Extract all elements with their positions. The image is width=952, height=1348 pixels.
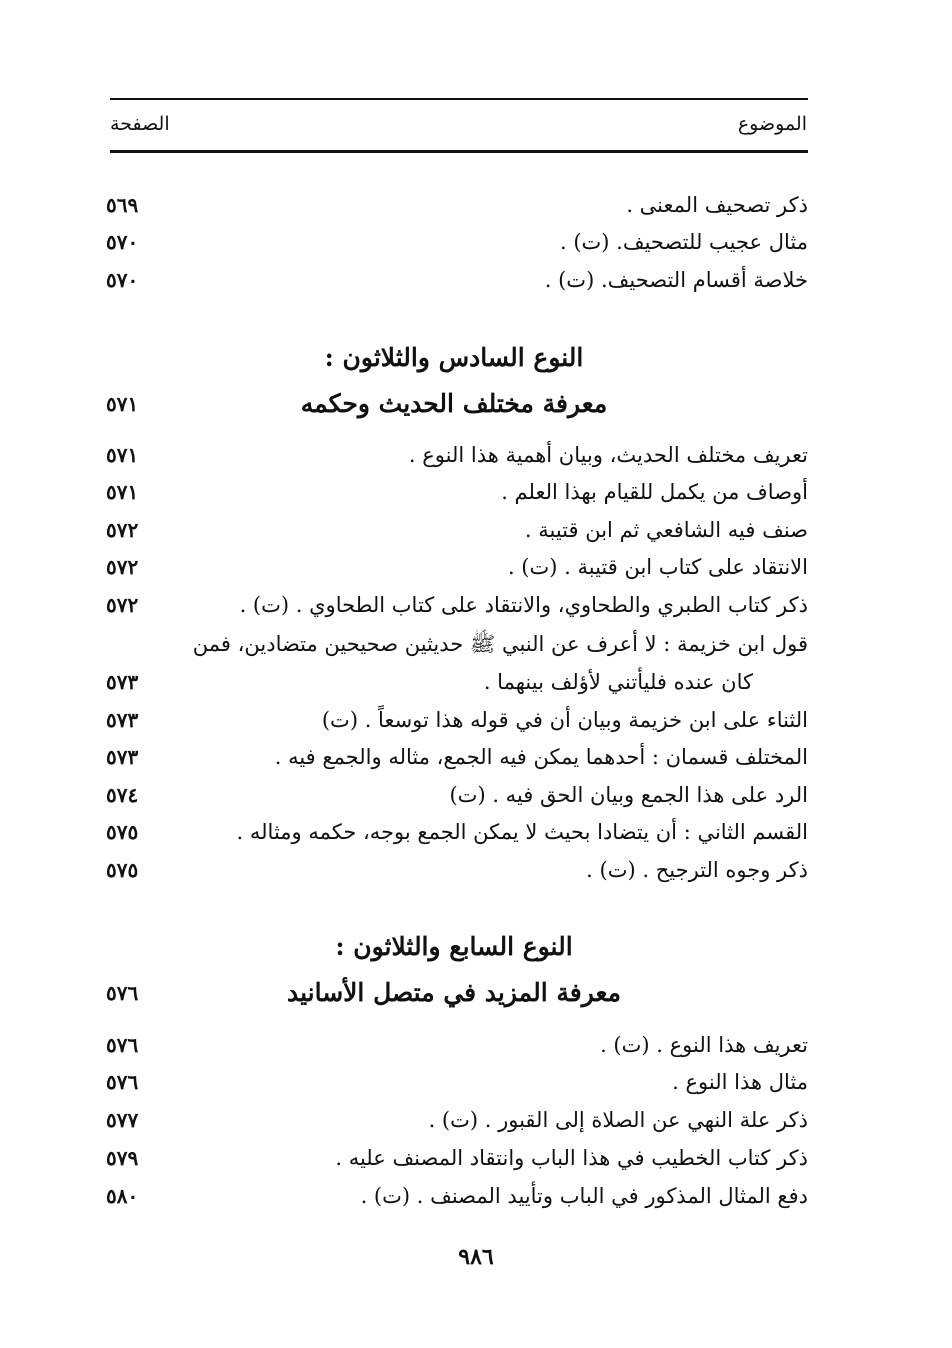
entry-text: ذكر علة النهي عن الصلاة إلى القبور . (ت) . <box>428 1108 808 1132</box>
entry-page: ٥٧٢ <box>106 555 139 579</box>
section-heading-title <box>100 973 808 1013</box>
entry-text: ذكر تصحيف المعنى . <box>626 193 808 217</box>
entry-text: مثال عجيب للتصحيف. (ت) . <box>559 230 808 254</box>
header-topic-label: الموضوع <box>737 113 807 135</box>
toc-entry <box>100 853 808 887</box>
toc-entry <box>100 438 808 472</box>
entry-text: ذكر كتاب الطبري والطحاوي، والانتقاد على كتاب الطحاوي . (ت) . <box>239 593 808 617</box>
toc-entry <box>100 263 808 297</box>
toc-entry <box>100 1141 808 1175</box>
entry-page: ٥٧١ <box>106 443 139 467</box>
entry-text: قول ابن خزيمة : لا أعرف عن النبي ﷺ حديثين صحيحين متضادين، فمن <box>192 632 808 656</box>
toc-entry <box>100 588 808 622</box>
toc-entry-line2 <box>100 665 808 699</box>
entry-text: تعريف هذا النوع . (ت) . <box>600 1033 808 1057</box>
footer-page-number: ٩٨٦ <box>458 1244 494 1270</box>
section-heading-title <box>100 384 808 424</box>
header-top-rule <box>110 98 808 100</box>
entry-text: الثناء على ابن خزيمة وبيان أن في قوله هذا توسعاً . (ت) <box>321 708 808 732</box>
entry-page: ٥٧١ <box>106 480 139 504</box>
entry-page: ٥٧٤ <box>106 783 139 807</box>
entry-page: ٥٧٣ <box>106 670 139 694</box>
entry-text: تعريف مختلف الحديث، وبيان أهمية هذا النوع . <box>408 443 808 467</box>
entry-text: المختلف قسمان : أحدهما يمكن فيه الجمع، مثاله والجمع فيه . <box>274 745 808 769</box>
entry-text: أوصاف من يكمل للقيام بهذا العلم . <box>501 480 808 504</box>
entry-text: دفع المثال المذكور في الباب وتأييد المصنف . (ت) . <box>360 1184 808 1208</box>
entry-text: القسم الثاني : أن يتضادا بحيث لا يمكن الجمع بوجه، حكمه ومثاله . <box>236 820 808 844</box>
entry-page: ٥٧٩ <box>106 1146 139 1170</box>
toc-entry <box>100 475 808 509</box>
section-page: ٥٧١ <box>106 392 139 416</box>
toc-entry <box>100 550 808 584</box>
toc-entry <box>100 740 808 774</box>
header-bottom-rule <box>110 150 808 153</box>
toc-entry <box>100 1028 808 1062</box>
entry-page: ٥٧٢ <box>106 593 139 617</box>
entry-page: ٥٧٥ <box>106 820 139 844</box>
entry-text: الرد على هذا الجمع وبيان الحق فيه . (ت) <box>449 783 808 807</box>
toc-entry <box>100 778 808 812</box>
toc-entry <box>100 815 808 849</box>
toc-entry <box>100 225 808 259</box>
entry-text: خلاصة أقسام التصحيف. (ت) . <box>544 268 808 292</box>
toc-entry <box>100 513 808 547</box>
toc-entry <box>100 703 808 737</box>
entry-text: مثال هذا النوع . <box>672 1070 808 1094</box>
entry-page: ٥٧٦ <box>106 1033 139 1057</box>
section-title-label: معرفة المزيد في متصل الأسانيد <box>286 978 622 1007</box>
toc-entry <box>100 1103 808 1137</box>
toc-entry-line1 <box>100 627 808 661</box>
section-type-label: النوع السابع والثلاثون : <box>335 932 573 961</box>
entry-page: ٥٦٩ <box>106 193 139 217</box>
toc-entry <box>100 1065 808 1099</box>
entry-text: صنف فيه الشافعي ثم ابن قتيبة . <box>524 518 808 542</box>
section-type-label: النوع السادس والثلاثون : <box>324 343 584 372</box>
entry-page: ٥٧٥ <box>106 858 139 882</box>
section-page: ٥٧٦ <box>106 981 139 1005</box>
section-heading-type <box>100 338 808 378</box>
entry-page: ٥٧٢ <box>106 518 139 542</box>
entry-text: ذكر كتاب الخطيب في هذا الباب وانتقاد المصنف عليه . <box>335 1146 808 1170</box>
entry-text: كان عنده فليأتني لأؤلف بينهما . <box>483 670 753 694</box>
entry-page: ٥٧٠ <box>106 230 139 254</box>
section-title-label: معرفة مختلف الحديث وحكمه <box>300 389 608 418</box>
header-page-label: الصفحة <box>110 113 170 135</box>
entry-page: ٥٧٧ <box>106 1108 139 1132</box>
entry-page: ٥٧٠ <box>106 268 139 292</box>
section-heading-type <box>100 927 808 967</box>
toc-entry <box>100 1179 808 1213</box>
entry-page: ٥٨٠ <box>106 1184 139 1208</box>
entry-text: الانتقاد على كتاب ابن قتيبة . (ت) . <box>507 555 808 579</box>
entry-page: ٥٧٣ <box>106 745 139 769</box>
toc-entry <box>100 188 808 222</box>
entry-page: ٥٧٦ <box>106 1070 139 1094</box>
entry-text: ذكر وجوه الترجيح . (ت) . <box>586 858 808 882</box>
entry-page: ٥٧٣ <box>106 708 139 732</box>
